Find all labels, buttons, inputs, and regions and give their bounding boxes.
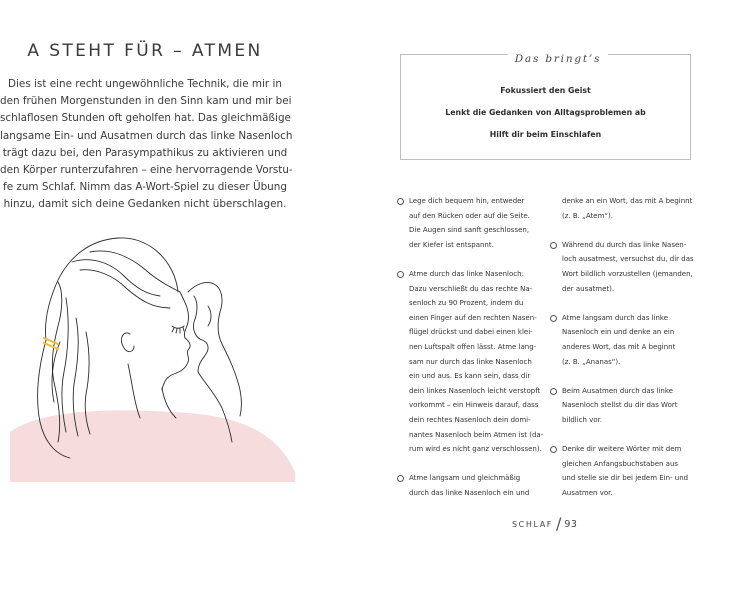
instruction-step <box>550 384 690 428</box>
step-line: einen Finger auf den rechten Nasen- <box>409 313 537 322</box>
instruction-step <box>397 471 537 500</box>
intro-line: schlaflosen Stunden oft geholfen hat. Das gleichmäßige <box>0 112 291 125</box>
step-line: flügel drückst und dabei einen klei- <box>409 328 533 337</box>
instructions-column-right <box>550 194 694 515</box>
instruction-step <box>550 442 690 500</box>
benefit-item: Hilft dir beim Einschlafen <box>489 130 602 139</box>
benefit-item: Fokussiert den Geist <box>500 86 591 95</box>
shoulder-blush-shape <box>10 410 295 482</box>
benefits-title-text: Das bringt’s <box>508 53 609 65</box>
footer-separator: / <box>556 514 562 533</box>
page-footer <box>512 514 577 533</box>
instructions-column-left <box>397 194 544 515</box>
bullet-circle-icon <box>550 446 557 453</box>
hair-tie <box>44 338 58 349</box>
step-line: auf den Rücken oder auf die Seite. <box>409 211 530 220</box>
step-line: senloch zu 90 Prozent, indem du <box>409 299 524 308</box>
step-line: Beim Ausatmen durch das linke <box>562 386 673 395</box>
step-line: Ausatmen vor. <box>562 488 613 497</box>
bullet-circle-icon <box>397 271 404 278</box>
step-line: sam nur durch das linke Nasenloch <box>409 357 532 366</box>
step-line: Die Augen sind sanft geschlossen, <box>409 226 530 235</box>
step-line: rum wird es nicht ganz verschlossen). <box>409 445 542 454</box>
step-line: (z. B. „Atem“). <box>562 211 613 220</box>
step-line: anderes Wort, das mit A beginnt <box>562 342 676 351</box>
step-line: gleichen Anfangsbuchstaben aus <box>562 459 679 468</box>
page-number: 93 <box>564 519 578 530</box>
benefit-item: Lenkt die Gedanken von Alltagsproblemen ab <box>445 108 646 117</box>
bullet-circle-icon <box>550 242 557 249</box>
intro-line: Dies ist eine recht ungewöhnliche Technik, die mir in <box>8 78 282 90</box>
step-line: loch ausatmest, versuchst du, dir das <box>562 255 694 264</box>
step-line: nantes Nasenloch beim Atmen ist (da- <box>409 430 544 439</box>
step-line: Atme durch das linke Nasenloch: <box>409 269 524 278</box>
intro-line: den frühen Morgenstunden in den Sinn kam und mir bei <box>0 95 292 108</box>
step-line: ein und aus. Es kann sein, dass dir <box>409 372 531 381</box>
step-line: durch das linke Nasenloch ein und <box>409 488 530 497</box>
intro-line: fe zum Schlaf. Nimm das A-Wort-Spiel zu dieser Übung <box>3 181 287 194</box>
step-line: der ausatmet). <box>562 284 615 293</box>
step-line: Wort bildlich vorzustellen (jemanden, <box>562 269 693 278</box>
step-line: Während du durch das linke Nasen- <box>562 240 687 249</box>
step-line: Atme langsam durch das linke <box>562 313 669 322</box>
benefits-list <box>400 84 691 150</box>
bullet-circle-icon <box>397 198 404 205</box>
step-line: Nasenloch ein und denke an ein <box>562 328 675 337</box>
bullet-circle-icon <box>550 315 557 322</box>
step-line: bildlich vor. <box>562 415 603 424</box>
intro-line: den Körper runterzufahren – eine hervorragende Vorstu- <box>0 164 293 177</box>
woman-breathing-illustration <box>0 222 300 482</box>
bullet-circle-icon <box>550 388 557 395</box>
intro-line: langsame Ein- und Ausatmen durch das linke Nasenloch <box>0 129 293 142</box>
step-line: nen Luftspalt offen lässt. Atme lang- <box>409 342 537 351</box>
benefits-box-title <box>372 47 744 66</box>
step-line: Denke dir weitere Wörter mit dem <box>562 445 682 454</box>
instruction-step <box>397 194 537 252</box>
right-page <box>372 0 744 595</box>
step-line: Lege dich bequem hin, entweder <box>409 197 525 205</box>
step-line: dein linkes Nasenloch leicht verstopft <box>409 386 541 395</box>
step-line: denke an ein Wort, das mit A beginnt <box>562 197 693 205</box>
intro-line: trägt dazu bei, den Parasympathikus zu aktivieren und <box>2 146 288 159</box>
step-line: vorkommt – ein Hinweis darauf, dass <box>409 401 539 410</box>
step-line: und stelle sie dir bei jedem Ein- und <box>562 474 689 483</box>
step-line: der Kiefer ist entspannt. <box>409 240 494 249</box>
step-line: (z. B. „Ananas“). <box>562 357 621 366</box>
intro-line: hinzu, damit sich deine Gedanken nicht überschlagen. <box>3 198 287 211</box>
intro-paragraph <box>0 76 293 214</box>
section-name: SCHLAF <box>512 520 553 529</box>
instruction-step <box>550 238 694 296</box>
page-heading: A STEHT FÜR – ATMEN <box>27 41 263 61</box>
bullet-circle-icon <box>397 475 404 482</box>
step-line: Atme langsam und gleichmäßig <box>409 474 521 483</box>
instruction-step <box>397 267 544 457</box>
step-line: dein rechtes Nasenloch dein domi- <box>409 415 531 424</box>
step-line: Nasenloch stellst du dir das Wort <box>562 401 678 410</box>
instruction-step <box>550 311 690 369</box>
step-line: Dazu verschließt du das rechte Na- <box>409 284 533 293</box>
instruction-step-continuation <box>550 194 693 223</box>
